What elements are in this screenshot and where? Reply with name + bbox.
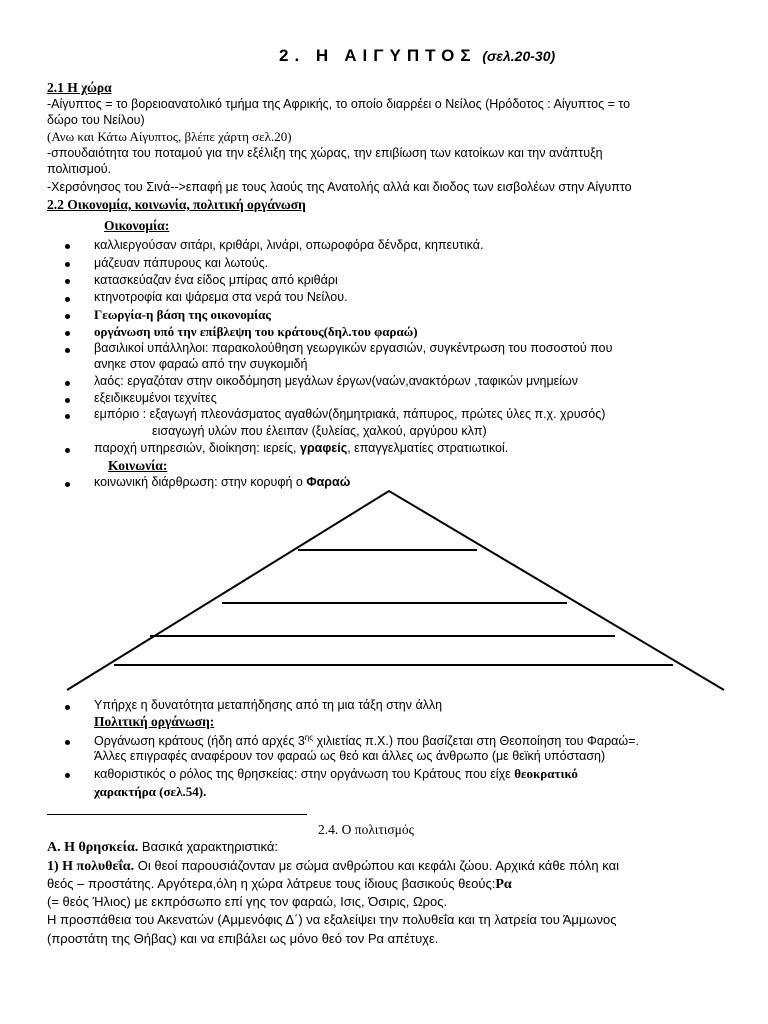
politics-bold: θεοκρατικό bbox=[514, 766, 578, 781]
economy-item: μάζευαν πάπυρους και λωτούς. bbox=[94, 256, 269, 270]
politics-item-cont: Άλλες επιγραφές αναφέρουν τον φαραώ ως θεό και άλλες ως άνθρωπο (με θεϊκή υπόσταση) bbox=[94, 749, 606, 763]
politics-text: Οργάνωση κράτους (ήδη από αρχές 3 bbox=[94, 734, 305, 749]
religion-label: Α. Η θρησκεία. bbox=[47, 840, 139, 855]
economy-item: εξειδικευμένοι τεχνίτες bbox=[94, 391, 217, 405]
text: θεός – προστάτης. Αργότερα,όλη η χώρα λάτρευε τους ίδιους βασικούς θεούς: bbox=[47, 876, 496, 891]
politics-heading: Πολιτική οργάνωση: bbox=[94, 714, 215, 729]
polytheism-line bbox=[47, 858, 619, 875]
text-line bbox=[47, 876, 512, 893]
s21-line-3: (Ανω και Κάτω Αίγυπτος, βλέπε χάρτη σελ.20) bbox=[47, 129, 292, 144]
economy-item-cont: ανηκε στον φαραώ από την συγκομιδή bbox=[94, 357, 308, 371]
society-item-bold: Φαραώ bbox=[306, 475, 351, 489]
economy-item-text: παροχή υπηρεσιών, διοίκηση: ιερείς, bbox=[94, 441, 297, 455]
economy-item: κτηνοτροφία και ψάρεμα στα νερά του Νείλου. bbox=[94, 290, 348, 304]
bullet bbox=[65, 705, 70, 710]
economy-item: βασιλικοί υπάλληλοι: παρακολούθηση γεωργικών εργασιών, συγκέντρωση του ποσοστού που bbox=[94, 341, 613, 355]
politics-item bbox=[94, 733, 639, 748]
section-2-2-heading: 2.2 Οικονομία, κοινωνία, πολιτική οργάνωση bbox=[47, 197, 306, 212]
title-pages: (σελ.20-30) bbox=[482, 48, 556, 64]
text-line: (= θεός Ήλιος) με εκπρόσωπο επί γης τον φαραώ, Ισις, Όσιρις, Ωρος. bbox=[47, 894, 448, 909]
economy-item: οργάνωση υπό την επίβλεψη του κράτους(δηλ.του φαραώ) bbox=[94, 324, 418, 339]
economy-heading: Οικονομία: bbox=[104, 218, 170, 233]
society-heading: Κοινωνία: bbox=[108, 458, 168, 473]
title-main: 2. Η ΑΙΓΥΠΤΟΣ bbox=[279, 46, 477, 65]
polytheism-text: Οι θεοί παρουσιάζονταν με σώμα ανθρώπου και κεφάλι ζώου. Αρχικά κάθε πόλη και bbox=[134, 858, 620, 873]
religion-line bbox=[47, 839, 278, 856]
economy-item: κατασκεύαζαν ένα είδος μπίρας από κριθάρι bbox=[94, 273, 338, 287]
bullet bbox=[65, 773, 70, 778]
economy-item: εμπόριο : εξαγωγή πλεονάσματος αγαθών(δημητριακά, πάπυρος, πρώτες ύλες π.χ. χρυσός) bbox=[94, 407, 606, 421]
text-bold: Ρα bbox=[495, 877, 512, 892]
text-line: Η προσπάθεια του Ακενατών (Αμμενόφις Δ΄) να εξαλείψει την πολυθεΐα και τη λατρεία του Άμμωνος bbox=[47, 912, 617, 927]
text-line: (προστάτη της Θήβας) και να επιβάλει ως μόνο θεό τον Ρα απέτυχε. bbox=[47, 931, 439, 946]
s21-line-6: -Χερσόνησος του Σινά-->επαφή με τους λαούς της Ανατολής αλλά και διοδος των εισβολέων στην Αίγυπτο bbox=[47, 180, 632, 194]
society-mobility: Υπήρχε η δυνατότητα μεταπήδησης από τη μια τάξη στην άλλη bbox=[94, 698, 443, 712]
religion-rest: Βασικά χαρακτηριστικά: bbox=[138, 839, 279, 854]
polytheism-label: 1) Η πολυθεΐα. bbox=[47, 859, 135, 874]
society-item-text: κοινωνική διάρθρωση: στην κορυφή ο bbox=[94, 475, 303, 489]
economy-item: Γεωργία-η βάση της οικονομίας bbox=[94, 307, 271, 322]
politics-text: καθοριστικός ο ρόλος της θρησκείας: στην οργάνωση του Κράτους που είχε bbox=[94, 767, 515, 781]
pyramid-outline bbox=[67, 491, 724, 690]
s21-line-4: -σπουδαιότητα του ποταμού για την εξέλιξη της χώρας, την επιβίωση των κατοίκων και την ανάπτυξη bbox=[47, 146, 603, 160]
economy-item-tail: , επαγγελματίες στρατιωτικοί. bbox=[347, 441, 509, 455]
politics-sup: ης bbox=[304, 733, 314, 742]
politics-text: χιλιετίας π.Χ.) που βασίζεται στη Θεοποίηση του Φαραώ=. bbox=[313, 734, 639, 749]
section-2-4-heading: 2.4. Ο πολιτισμός bbox=[318, 822, 414, 837]
s21-line-5: πολιτισμού. bbox=[47, 162, 112, 176]
economy-item: καλλιεργούσαν σιτάρι, κριθάρι, λινάρι, οπωροφόρα δένδρα, κηπευτικά. bbox=[94, 238, 484, 252]
bullet bbox=[65, 740, 70, 745]
politics-item-cont: χαρακτήρα (σελ.54). bbox=[94, 784, 207, 799]
economy-item-bold: γραφείς bbox=[300, 441, 348, 455]
politics-item bbox=[94, 766, 578, 782]
economy-item: λαός: εργαζόταν στην οικοδόμηση μεγάλων έργων(ναών,ανακτόρων ,ταφικών μνημείων bbox=[94, 374, 579, 388]
section-2-1-heading: 2.1 Η χώρα bbox=[47, 80, 112, 95]
economy-item-cont: εισαγωγή υλών που έλειπαν (ξυλείας, χαλκού, αργύρου κλπ) bbox=[152, 424, 487, 438]
divider bbox=[47, 814, 307, 815]
s21-line-1: -Αίγυπτος = το βορειοανατολικό τμήμα της Αφρικής, το οποίο διαρρέει ο Νείλος (Ηρόδοτος : Αίγυπτος = το bbox=[47, 97, 631, 111]
s21-line-2: δώρο του Νείλου) bbox=[47, 113, 145, 127]
